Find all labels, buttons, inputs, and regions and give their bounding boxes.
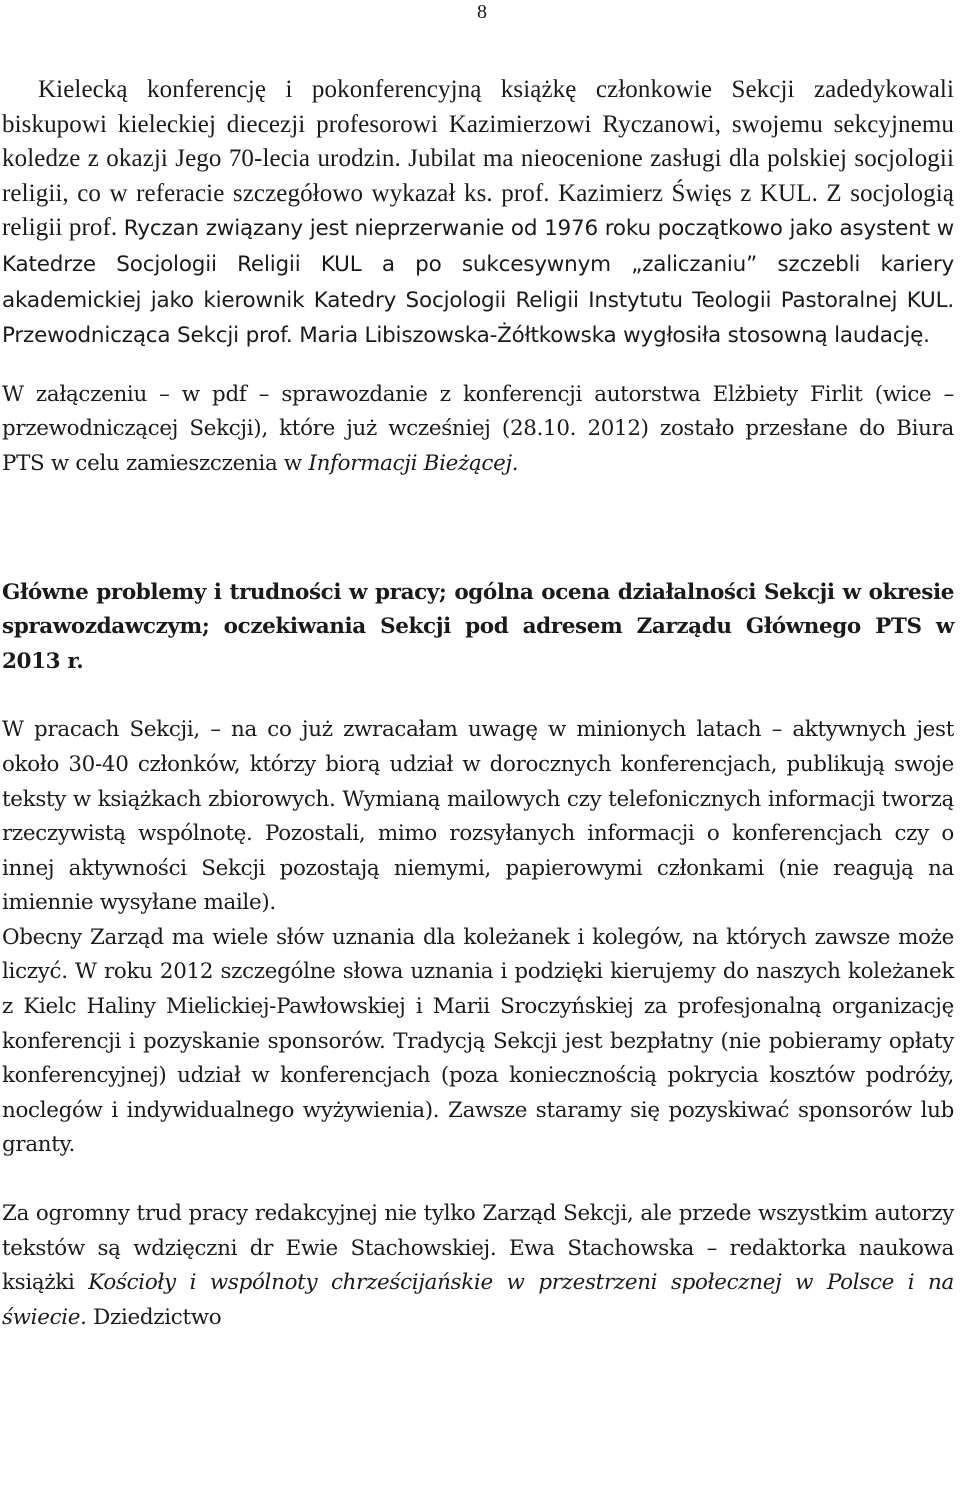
paragraph-attachment-text: W załączeniu – w pdf – sprawozdanie z konferencji autorstwa Elżbiety Firlit (wice – przewodniczącej Sekcji), które już wcześniej (28.10. 2012) zostało przesłane do Biura PTS w celu zamieszczenia w bbox=[2, 381, 954, 476]
page-number: 8 bbox=[477, 1, 487, 23]
document-body bbox=[2, 73, 954, 1335]
paragraph-attachment-italic: Informacji Bieżącej. bbox=[308, 450, 519, 476]
paragraph-editorial-italic: Kościoły i wspólnoty chrześcijańskie w przestrzeni społecznej w Polsce i na świecie. bbox=[2, 1270, 954, 1330]
section-heading: Główne problemy i trudności w pracy; ogólna ocena działalności Sekcji w okresie sprawozdawczym; oczekiwania Sekcji pod adresem Zarządu Głównego PTS w 2013 r. bbox=[2, 579, 954, 674]
paragraph-acknowledgements: Obecny Zarząd ma wiele słów uznania dla koleżanek i kolegów, na których zawsze może liczyć. W roku 2012 szczególne słowa uznania i podzięki kierujemy do naszych koleżanek z Kielc Haliny Mielickiej-Pawłowskiej i Marii Sroczyńskiej za profesjonalną organizację konferencji i pozyskanie sponsorów. Tradycją Sekcji jest bezpłatny (nie pobieramy opłaty konferencyjnej) udział w konferencjach (poza koniecznością pokrycia kosztów podróży, noclegów i indywidualnego wyżywienia). Zawsze staramy się pozyskiwać sponsorów lub granty. bbox=[2, 924, 954, 1158]
paragraph-dedication bbox=[2, 73, 954, 354]
paragraph-editorial bbox=[2, 1197, 954, 1335]
paragraph-dedication-serif: Kielecką konferencję i pokonferencyjną książkę członkowie Sekcji zadedykowali biskupowi kieleckiej diecezji profesorowi Kazimierzowi Ryczanowi, swojemu sekcyjnemu koledze z okazji Jego 70-lecia urodzin. Jubilat ma nieocenione zasługi dla polskiej socjologii religii, co w referacie szczegółowo wykazał ks. prof. Kazimierz Święs z KUL. Z socjologią religii prof. bbox=[2, 76, 954, 242]
paragraph-members: W pracach Sekcji, – na co już zwracałam uwagę w minionych latach – aktywnych jest około 30-40 członków, którzy biorą udział w dorocznych konferencjach, publikują swoje teksty w książkach zbiorowych. Wymianą mailowych czy telefonicznych informacji tworzą rzeczywistą wspólnotę. Pozostali, mimo rozsyłanych informacji o konferencjach czy o innej aktywności Sekcji pozostają niemymi, papierowymi członkami (nie reagują na imiennie wysyłane maile). bbox=[2, 717, 954, 916]
paragraph-editorial-end: Dziedzictwo bbox=[86, 1304, 222, 1330]
paragraph-attachment bbox=[2, 378, 954, 482]
paragraph-editorial-text: Za ogromny trud pracy redakcyjnej nie tylko Zarząd Sekcji, ale przede wszystkim autorzy tekstów są wdzięczni dr Ewie Stachowskiej. Ewa Stachowska – redaktorka naukowa książki bbox=[2, 1201, 954, 1296]
paragraph-dedication-sans: Ryczan związany jest nieprzerwanie od 1976 roku początkowo jako asystent w Katedrze Socjologii Religii KUL a po sukcesywnym „zaliczaniu” szczebli kariery akademickiej jako kierownik Katedry Socjologii Religii Instytutu Teologii Pastoralnej KUL. Przewodnicząca Sekcji prof. Maria Libiszowska-Żółtkowska wygłosiła stosowną laudację. bbox=[2, 216, 954, 349]
